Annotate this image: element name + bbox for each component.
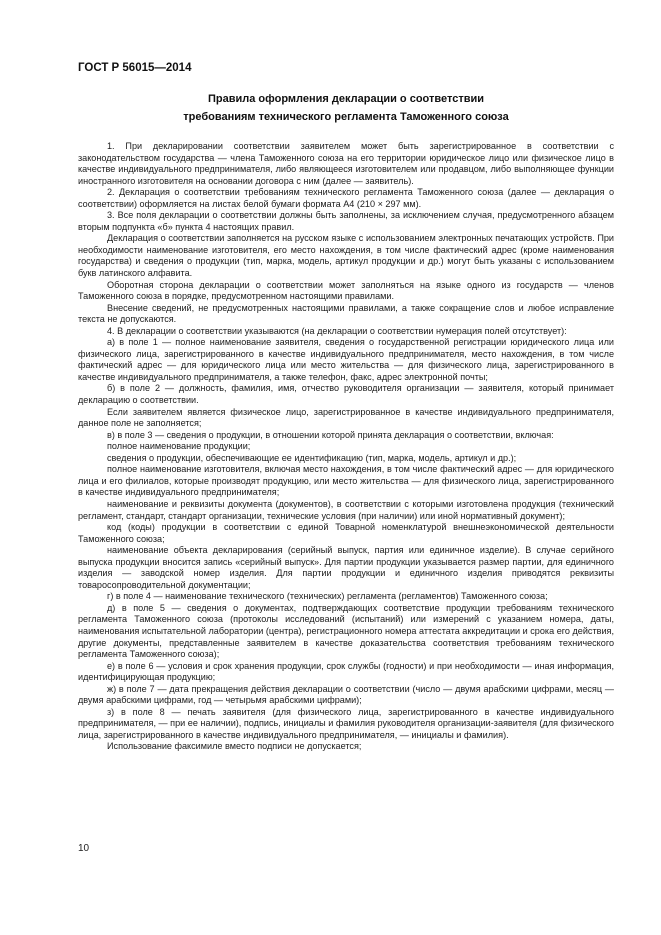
section-title-line-1: Правила оформления декларации о соответствии xyxy=(208,93,484,105)
paragraph-3-corrections: Внесение сведений, не предусмотренных настоящими правилами, а также сокращение слов и любое исправление текста не допускаются. xyxy=(78,302,614,325)
paragraph-4: 4. В декларации о соответствии указываются (на декларации о соответствии нумерация полей отсутствует): xyxy=(107,325,567,336)
item-v-field-3: в) в поле 3 — сведения о продукции, в отношении которой принята декларация о соответствии, включая: xyxy=(107,429,554,440)
paragraph-2: 2. Декларация о соответствии требованиям технического регламента Таможенного союза (далее — декларация о соответствии) оформляется на листах белой бумаги формата А4 (210 × 297 мм). xyxy=(78,187,614,209)
item-v-product-info: сведения о продукции, обеспечивающие ее идентификацию (тип, марка, модель, артикул и др.); xyxy=(107,452,517,463)
document-body xyxy=(78,141,614,753)
page-number: 10 xyxy=(78,843,90,854)
item-d-field-5: д) в поле 5 — сведения о документах, подтверждающих соответствие продукции требованиям технического регламента Таможенного союза (протоколы исследований (испытаний) или измерений с указанием номера, даты, наименования испытательной лаборатории (центра), регистрационного номера аттестата аккредитации и срока его действия, другие документы, представленные заявителем в качестве доказательства соответствия требованиям технического регламента Таможенного союза); xyxy=(78,602,614,660)
item-v-documents: наименование и реквизиты документа (документов), в соответствии с которыми изготовлена продукция (технический регламент, стандарт, стандарт организации, технические условия (при наличии) или иной нормативный документ); xyxy=(78,498,614,521)
item-zh-field-7: ж) в поле 7 — дата прекращения действия декларации о соответствии (число — двумя арабскими цифрами, месяц — двумя арабскими цифрами, год — четырьмя арабскими цифрами); xyxy=(78,683,614,706)
item-v-product-name: полное наименование продукции; xyxy=(107,441,251,452)
paragraph-3-language: Декларация о соответствии заполняется на русском языке с использованием электронных печатающих устройств. При необходимости наименование изготовителя, его место нахождения, в том числе фактический адрес (кроме наименования государства) и сведения о продукции (тип, марка, модель, артикул продукции и др.) могут быть указаны с использованием букв латинского алфавита. xyxy=(78,233,614,279)
paragraph-3-reverse-side: Оборотная сторона декларации о соответствии может заполняться на языке одного из государств — членов Таможенного союза в порядке, предусмотренном настоящими правилами. xyxy=(78,279,614,302)
item-v-declaration-object: наименование объекта декларирования (серийный выпуск, партия или единичное изделие). В случае серийного выпуска продукции вносится запись «серийный выпуск». Для партии продукции указывается размер партии, для единичного изделия — заводской номер изделия. Для партии продукции и единичного изделия приводятся реквизиты товаросопроводительной документации; xyxy=(78,545,614,590)
item-v-product-codes: код (коды) продукции в соответствии с единой Товарной номенклатурой внешнеэкономической деятельности Таможенного союза; xyxy=(78,522,614,544)
item-v-manufacturer: полное наименование изготовителя, включая место нахождения, в том числе фактический адрес — для юридического лица и его филиалов, которые производят продукцию, или место жительства — для физического лица, зарегистрированного в качестве индивидуального предпринимателя; xyxy=(78,464,614,498)
item-z-facsimile-note: Использование факсимиле вместо подписи не допускается; xyxy=(107,741,362,752)
item-g-field-4: г) в поле 4 — наименование технического (технических) регламента (регламентов) Таможенного союза; xyxy=(107,591,548,602)
item-b-note: Если заявителем является физическое лицо, зарегистрированное в качестве индивидуального предпринимателя, данное поле не заполняется; xyxy=(78,406,614,429)
paragraph-3: 3. Все поля декларации о соответствии должны быть заполнены, за исключением случая, предусмотренного абзацем вторым подпункта «б» пункта 4 настоящих правил. xyxy=(78,210,614,232)
section-title-line-2: требованиям технического регламента Таможенного союза xyxy=(183,111,509,123)
item-a-field-1: а) в поле 1 — полное наименование заявителя, сведения о государственной регистрации юридического лица или физического лица, зарегистрированного в качестве индивидуального предпринимателя, место нахождения, в том числе фактический адрес — для юридического лица или место жительства — для физического лица, зарегистрированного в качестве индивидуального предпринимателя, а также телефон, факс, адрес электронной почты; xyxy=(78,337,614,382)
paragraph-1: 1. При декларировании соответствии заявителем может быть зарегистрированное в соответствии с законодательством государства — члена Таможенного союза на его территории юридическое лицо или физическое лицо в качестве индивидуального предпринимателя, либо являющееся изготовителем или продавцом, либо выполняющее функции иностранного изготовителя на основании договора с ним (далее — заявитель). xyxy=(78,141,614,186)
document-code-header: ГОСТ Р 56015—2014 xyxy=(78,62,192,74)
item-b-field-2: б) в поле 2 — должность, фамилия, имя, отчество руководителя организации — заявителя, который принимает декларацию о соответствии. xyxy=(78,383,614,406)
item-z-field-8: з) в поле 8 — печать заявителя (для физического лица, зарегистрированного в качестве индивидуального предпринимателя, — при ее наличии), подпись, инициалы и фамилия руководителя организации-заявителя (для физического лица, зарегистрированного в качестве индивидуального предпринимателя, — инициалы и фамилия). xyxy=(78,706,614,740)
item-e-field-6: е) в поле 6 — условия и срок хранения продукции, срок службы (годности) и при необходимости — иная информация, идентифицирующая продукцию; xyxy=(78,660,614,683)
